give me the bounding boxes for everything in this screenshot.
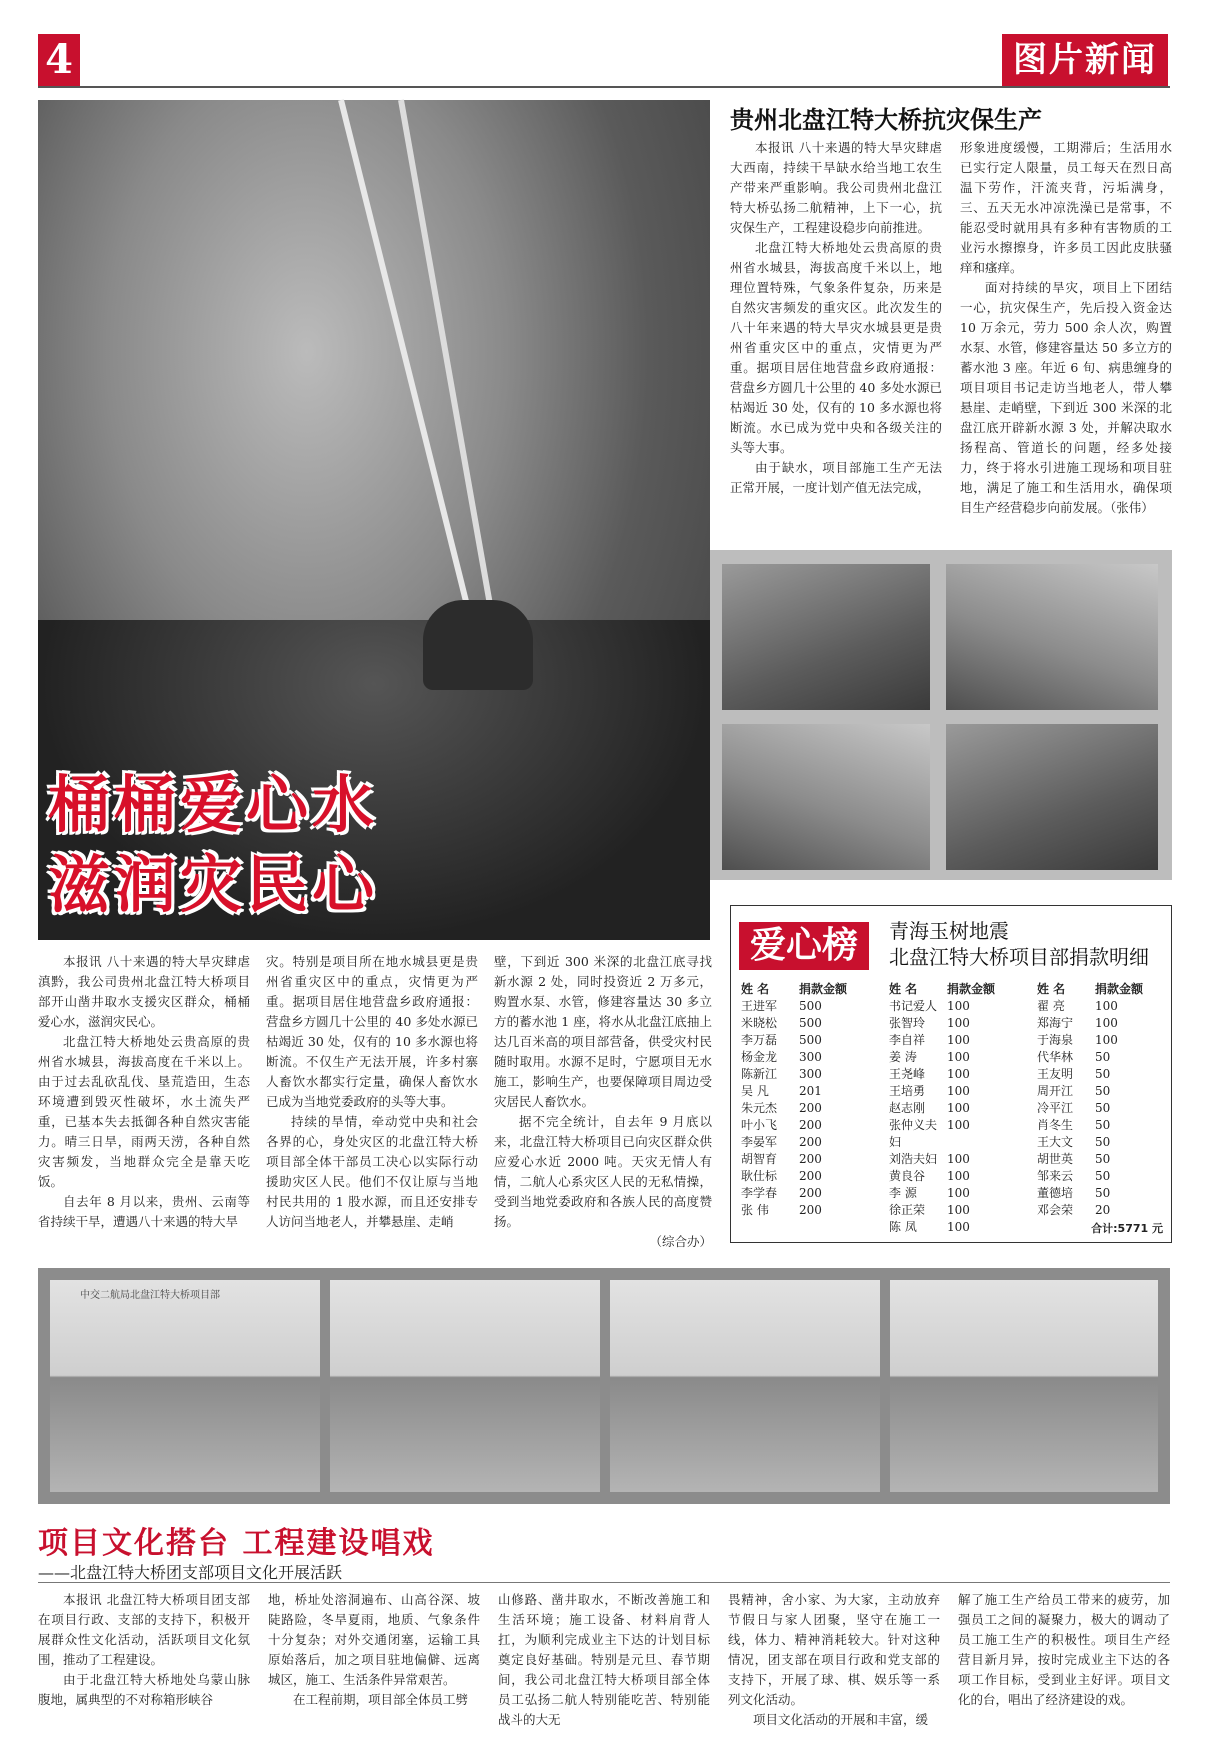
donor-name: 张智玲 [889, 1016, 926, 1030]
donation-row [741, 1117, 859, 1134]
donation-amount: 100 [1095, 999, 1118, 1013]
section-title: 图片新闻 [1002, 34, 1168, 86]
article3-col1 [38, 1590, 250, 1710]
donation-amount: 20 [1095, 1203, 1111, 1217]
donor-name: 李自祥 [889, 1033, 926, 1047]
paragraph: 面对持续的旱灾，项目上下团结一心，抗灾保生产，先后投入资金达 10 万余元，劳力 500 余人次，购置水泵、水管，修建容量达 50 多立方的蓄水池 3 座。年近 6 旬、病患缠身的项目项目书记走访当地老人，带人攀悬崖、走峭壁，下到近 300 米深的北盘江底开辟新水源 3 处，并解决取水扬程高、管道长的问题，经多处接力，终于将水引进施工现场和项目驻地，满足了施工和生活用水，确保项目生产经营稳步向前发展。（张伟） [960, 280, 1172, 515]
donation-amount: 50 [1095, 1152, 1111, 1166]
donation-row [741, 1134, 859, 1151]
photo-grid [710, 550, 1172, 880]
paragraph: 畏精神，舍小家、为大家，主动放弃节假日与家人团聚，坚守在施工一线，体力、精神消耗较大。针对这种情况，团支部在项目行政和党支部的支持下，开展了球、棋、娱乐等一系列文化活动。 [728, 1592, 940, 1707]
paragraph: 北盘江特大桥地处云贵高原的贵州省水城县，海拔高度在千米以上。由于过去乱砍乱伐、垦荒造田，生态环境遭到毁灭性破坏，水土流失严重，已基本失去抵御各种自然灾害能力。晴三日旱，雨两天涝，各种自然灾害频发，当地群众完全是靠天吃饭。 [38, 1034, 250, 1189]
donor-name: 赵志刚 [889, 1101, 926, 1115]
donation-row [741, 1185, 859, 1202]
donation-amount: 100 [947, 1084, 970, 1098]
col-amount-header: 捐款金额 [947, 982, 996, 996]
donation-amount: 100 [947, 1067, 970, 1081]
photo-headline-line1: 桶桶爱心水 [48, 768, 379, 841]
donation-amount: 100 [947, 1203, 970, 1217]
donor-name: 陈 凤 [889, 1220, 917, 1234]
photo-rope [338, 99, 479, 644]
donation-amount: 200 [799, 1118, 822, 1132]
donor-name: 李学春 [741, 1186, 778, 1200]
donor-name: 王友明 [1037, 1067, 1074, 1081]
donation-amount: 100 [947, 1101, 970, 1115]
donation-row [889, 1049, 1007, 1066]
photo-banner-text: 中交二航局北盘江特大桥项目部 [80, 1290, 220, 1301]
donation-row [889, 1202, 1007, 1219]
paragraph: 项目文化活动的开展和丰富，缓 [753, 1712, 929, 1727]
col-name-header: 姓 名 [1037, 982, 1066, 996]
photo-activity-4 [890, 1280, 1158, 1492]
donation-list-box [730, 905, 1172, 1243]
donor-name: 吴 凡 [741, 1084, 769, 1098]
article3-subtitle: ——北盘江特大桥团支部项目文化开展活跃 [38, 1563, 343, 1582]
donor-name: 胡智育 [741, 1152, 778, 1166]
donation-row [889, 1066, 1007, 1083]
donor-name: 叶小飞 [741, 1118, 778, 1132]
donation-amount: 100 [947, 1118, 970, 1132]
donation-row [741, 1049, 859, 1066]
paragraph: 本报讯 八十来遇的特大旱灾肆虐大西南，持续干旱缺水给当地工农生产带来严重影响。我公司贵州北盘江特大桥弘扬二航精神，上下一心，抗灾保生产，工程建设稳步向前推进。 [730, 140, 942, 235]
donation-amount: 50 [1095, 1186, 1111, 1200]
donation-amount: 100 [947, 999, 970, 1013]
photo-water-tank [722, 724, 930, 870]
page-number: 4 [38, 34, 80, 86]
col-name-header: 姓 名 [741, 982, 770, 996]
donation-amount: 200 [799, 1169, 822, 1183]
donation-heading-line1: 青海玉树地震 [889, 919, 1009, 943]
donation-amount: 100 [947, 1050, 970, 1064]
donation-amount: 200 [799, 1186, 822, 1200]
donation-row [889, 1168, 1007, 1185]
donor-name: 王大文 [1037, 1135, 1074, 1149]
article2-col2 [266, 952, 478, 1232]
donation-row [741, 1100, 859, 1117]
donation-amount: 100 [947, 1016, 970, 1030]
photo-activity-3 [610, 1280, 880, 1492]
donor-name: 周开江 [1037, 1084, 1074, 1098]
donation-column [889, 981, 1007, 1236]
donation-heading [889, 918, 1149, 970]
donation-row [1037, 1168, 1155, 1185]
donation-row [889, 1151, 1007, 1168]
article1-col2 [960, 138, 1172, 518]
donor-name: 姜 涛 [889, 1050, 917, 1064]
donor-name: 肖冬生 [1037, 1118, 1074, 1132]
paragraph: 灾。特别是项目所在地水城县更是贵州省重灾区中的重点，灾情更为严重。据项目居住地营盘乡政府通报：营盘乡方圆几十公里的 40 多处水源已枯竭近 30 处，仅有的 10 多水源也将断流。不仅生产无法开展，许多村寨人畜饮水都实行定量，确保人畜饮水已成为当地党委政府的头等大事。 [266, 954, 478, 1109]
donation-row [741, 1066, 859, 1083]
donor-name: 李晏军 [741, 1135, 778, 1149]
article2-col3 [494, 952, 712, 1252]
photo-worker-hillside [946, 564, 1158, 710]
donation-amount: 500 [799, 1016, 822, 1030]
donation-row [1037, 1117, 1155, 1134]
donation-row [889, 1032, 1007, 1049]
donation-amount: 200 [799, 1152, 822, 1166]
donation-row [889, 998, 1007, 1015]
donation-header-row [889, 981, 1007, 998]
donation-row [1037, 1015, 1155, 1032]
donor-name: 王培勇 [889, 1084, 926, 1098]
donation-row [741, 1083, 859, 1100]
photo-headline-line2: 滋润灾民心 [48, 848, 379, 921]
paragraph: 北盘江特大桥地处云贵高原的贵州省水城县，海拔高度千米以上，地理位置特殊，气象条件复杂，历来是自然灾害频发的重灾区。此次发生的八十年来遇的特大旱灾水城县更是贵州省重灾区中的重点，灾情更为严重。据项目居住地营盘乡政府通报：营盘乡方圆几十公里的 40 多处水源已枯竭近 30 处，仅有的 10 多水源也将断流。水已成为党中央和各级关注的头等大事。 [730, 240, 942, 455]
donation-row [889, 1185, 1007, 1202]
donation-row [1037, 1185, 1155, 1202]
donation-row [889, 1083, 1007, 1100]
donation-amount: 100 [1095, 1016, 1118, 1030]
donor-name: 冷平江 [1037, 1101, 1074, 1115]
donor-name: 于海泉 [1037, 1033, 1074, 1047]
donation-row [1037, 1032, 1155, 1049]
donation-row [1037, 1151, 1155, 1168]
donation-amount: 50 [1095, 1135, 1111, 1149]
donation-header-row [741, 981, 859, 998]
byline: （综合办） [649, 1234, 712, 1249]
donation-row [1037, 998, 1155, 1015]
photo-activity-1 [50, 1280, 320, 1492]
donor-name: 张 伟 [741, 1203, 769, 1217]
donation-amount: 100 [947, 1033, 970, 1047]
donation-amount: 200 [799, 1135, 822, 1149]
donation-amount: 50 [1095, 1067, 1111, 1081]
donation-amount: 50 [1095, 1169, 1111, 1183]
photo-pump-station [722, 564, 930, 710]
donation-amount: 200 [799, 1203, 822, 1217]
donor-name: 胡世英 [1037, 1152, 1074, 1166]
donation-row [741, 998, 859, 1015]
paragraph: 壁，下到近 300 米深的北盘江底寻找新水源 2 处，同时投资近 2 万多元，购置水泵、水管，修建容量达 30 多立方的蓄水池 1 座，将水从北盘江底抽上达几百米高的项目部营备，供受灾村民随时取用。水源不足时，宁愿项目无水施工，影响生产，也要保障项目周边受灾居民人畜饮水。 [494, 954, 712, 1109]
donor-name: 耿仕标 [741, 1169, 778, 1183]
photo-pipe-laying [946, 724, 1158, 870]
donation-amount: 200 [799, 1101, 822, 1115]
donation-row [889, 1100, 1007, 1117]
donation-row [1037, 1083, 1155, 1100]
photo-rope [398, 99, 501, 652]
photo-headline [48, 765, 378, 925]
main-photo-well-rescue [38, 100, 710, 940]
donor-name: 李万磊 [741, 1033, 778, 1047]
donation-amount: 50 [1095, 1084, 1111, 1098]
article2-col1 [38, 952, 250, 1232]
donation-row [1037, 1100, 1155, 1117]
article3-col2 [268, 1590, 480, 1710]
donor-name: 徐正荣 [889, 1203, 926, 1217]
col-name-header: 姓 名 [889, 982, 918, 996]
donor-name: 陈新江 [741, 1067, 778, 1081]
top-rule [38, 86, 1170, 88]
donation-row [889, 1219, 1007, 1236]
donation-amount: 100 [947, 1186, 970, 1200]
article3-col5 [958, 1590, 1170, 1710]
donation-row [889, 1015, 1007, 1032]
photo-worker [423, 600, 533, 690]
activity-photo-strip [38, 1268, 1170, 1504]
donation-row [741, 1168, 859, 1185]
paragraph: 形象进度缓慢，工期滞后；生活用水已实行定人限量，员工每天在烈日高温下劳作，汗流夹背，污垢满身，三、五天无水冲凉洗澡已是常事，不能忍受时就用具有多种有害物质的工业污水擦擦身，许多员工因此皮肤骚痒和瘙痒。 [960, 140, 1172, 275]
donor-name: 翟 亮 [1037, 999, 1065, 1013]
donation-row [1037, 1134, 1155, 1151]
paragraph: 本报讯 北盘江特大桥项目团支部在项目行政、支部的支持下，积极开展群众性文化活动，活跃项目文化氛围，推动了工程建设。 [38, 1592, 250, 1667]
donation-amount: 100 [947, 1152, 970, 1166]
donor-name: 邓会荣 [1037, 1203, 1074, 1217]
paragraph: 由于北盘江特大桥地处乌蒙山脉腹地，属典型的不对称箱形峡谷 [38, 1672, 250, 1707]
donation-total: 合计:5771 元 [1091, 1222, 1163, 1235]
article3-col3 [498, 1590, 710, 1730]
donation-amount: 100 [947, 1220, 970, 1234]
donation-row [741, 1015, 859, 1032]
donor-name: 代华林 [1037, 1050, 1074, 1064]
donation-row [741, 1032, 859, 1049]
donor-name: 邹来云 [1037, 1169, 1074, 1183]
donor-name: 张仲义夫妇 [889, 1118, 938, 1149]
paragraph: 由于缺水，项目部施工生产无法正常开展，一度计划产值无法完成， [730, 460, 942, 495]
article1-col1 [730, 138, 942, 498]
article1-title: 贵州北盘江特大桥抗灾保生产 [730, 106, 1042, 134]
donor-name: 刘浩夫妇 [889, 1152, 938, 1166]
donor-name: 王尧峰 [889, 1067, 926, 1081]
paragraph: 解了施工生产给员工带来的疲劳，加强员工之间的凝聚力，极大的调动了员工施工生产的积极性。项目生产经营目新月异，按时完成业主下达的各项工作目标，受到业主好评。项目文化的台，唱出了经济建设的戏。 [958, 1592, 1170, 1707]
donation-amount: 50 [1095, 1101, 1111, 1115]
donation-amount: 50 [1095, 1118, 1111, 1132]
donation-row [741, 1151, 859, 1168]
col-amount-header: 捐款金额 [799, 982, 848, 996]
divider [38, 1582, 1170, 1583]
paragraph: 持续的旱情，牵动党中央和社会各界的心，身处灾区的北盘江特大桥项目部全体干部员工决心以实际行动援助灾区人民。他们不仅让原与当地村民共用的 1 股水源，而且还安排专人访问当地老人，并攀悬崖、走峭 [266, 1114, 478, 1229]
paragraph: 山修路、凿井取水，不断改善施工和生活环境；施工设备、材料肩背人扛，为顺利完成业主下达的计划目标奠定良好基础。特别是元旦、春节期间，我公司北盘江特大桥项目部全体员工弘扬二航人特别能吃苦、特别能战斗的大无 [498, 1592, 710, 1727]
donor-name: 王进军 [741, 999, 778, 1013]
donation-column [1037, 981, 1155, 1219]
donation-heading-line2: 北盘江特大桥项目部捐款明细 [889, 945, 1149, 969]
donor-name: 杨金龙 [741, 1050, 778, 1064]
paragraph: 地，桥址处溶洞遍布、山高谷深、坡陡路险，冬旱夏雨，地质、气象条件十分复杂；对外交通闭塞，运输工具原始落后，加之项目驻地偏僻、远离城区，施工、生活条件异常艰苦。 [268, 1592, 480, 1687]
donor-name: 李 源 [889, 1186, 917, 1200]
donation-amount: 500 [799, 1033, 822, 1047]
donation-header-row [1037, 981, 1155, 998]
donor-name: 书记爱人 [889, 999, 938, 1013]
donation-row [1037, 1066, 1155, 1083]
donation-row [1037, 1202, 1155, 1219]
donor-name: 米晓松 [741, 1016, 778, 1030]
donation-amount: 100 [947, 1169, 970, 1183]
donation-row [1037, 1049, 1155, 1066]
donation-amount: 300 [799, 1067, 822, 1081]
paragraph: 本报讯 八十来遇的特大旱灾肆虐滇黔，我公司贵州北盘江特大桥项目部开山凿井取水支援灾区群众，桶桶爱心水，滋润灾民心。 [38, 954, 250, 1029]
donation-badge: 爱心榜 [739, 922, 869, 970]
donation-amount: 100 [1095, 1033, 1118, 1047]
donation-amount: 201 [799, 1084, 822, 1098]
paragraph: 在工程前期，项目部全体员工劈 [293, 1692, 469, 1707]
donation-column [741, 981, 859, 1219]
article3-title: 项目文化搭台 工程建设唱戏 [38, 1526, 435, 1561]
donor-name: 朱元杰 [741, 1101, 778, 1115]
donor-name: 黄良谷 [889, 1169, 926, 1183]
paragraph: 自去年 8 月以来，贵州、云南等省持续干旱，遭遇八十来遇的特大旱 [38, 1194, 250, 1229]
donation-amount: 300 [799, 1050, 822, 1064]
article3-col4 [728, 1590, 940, 1730]
donation-amount: 50 [1095, 1050, 1111, 1064]
donation-row [889, 1117, 1007, 1151]
donation-amount: 500 [799, 999, 822, 1013]
paragraph: 据不完全统计，自去年 9 月底以来，北盘江特大桥项目已向灾区群众供应爱心水近 2000 吨。天灾无情人有情，二航人心系灾区人民的无私情操，受到当地党委政府和各族人民的高度赞扬。 [494, 1114, 712, 1229]
col-amount-header: 捐款金额 [1095, 982, 1144, 996]
photo-activity-2 [330, 1280, 600, 1492]
donation-row [741, 1202, 859, 1219]
donor-name: 郑海宁 [1037, 1016, 1074, 1030]
donor-name: 董德培 [1037, 1186, 1074, 1200]
